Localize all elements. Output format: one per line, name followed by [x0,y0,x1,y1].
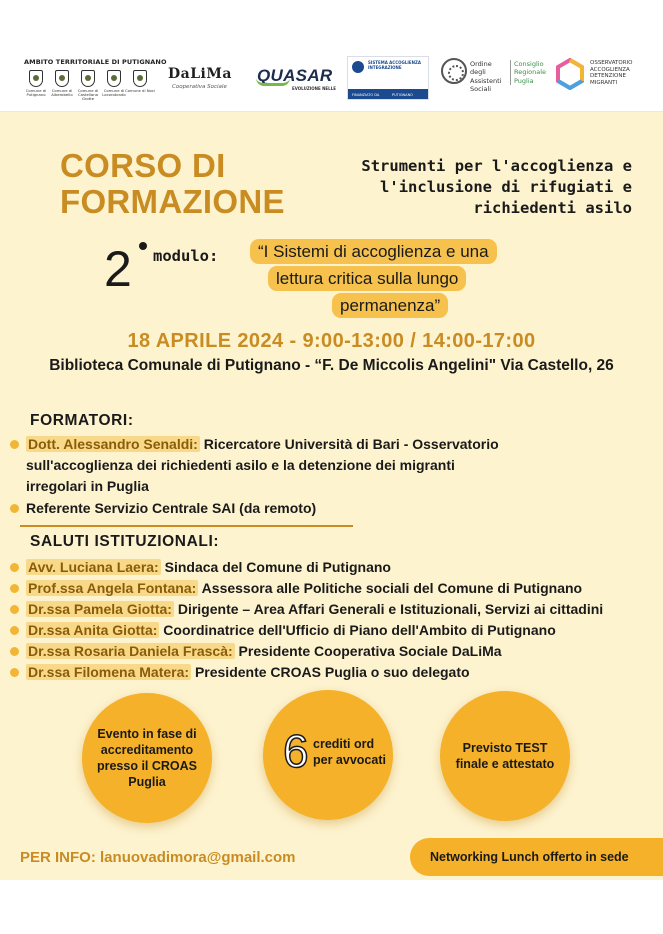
bullet-icon [10,584,19,593]
info-line [20,849,296,866]
crest-icon [133,70,147,87]
comune-label: Comune di Castellana Grotte [77,88,99,102]
formatori-heading: FORMATORI: [30,412,134,429]
event-place: Biblioteca Comunale di Putignano - “F. De Miccolis Angelini" Via Castello, 26 [49,357,614,374]
speaker-role: Sindaca del Comune di Putignano [160,559,391,575]
speaker-name: Dr.ssa Anita Giotta: [28,622,158,638]
speaker-role: Dirigente – Area Affari Generali e Istituzionali, Servizi ai cittadini [173,601,604,617]
module-title [250,239,564,319]
event-date: 18 APRILE 2024 - 9:00-13:00 / 14:00-17:00 [127,330,536,352]
subtitle-line: l'inclusione di rifugiati e [380,178,632,196]
email-link[interactable]: lanuovadimora@gmail.com [100,849,296,866]
crest-icon [81,70,95,87]
logo-header [0,0,663,112]
speaker-role: irregolari in Puglia [26,478,149,494]
module-number: 2 [104,241,132,297]
module-title-line: “I Sistemi di accoglienza e una [250,239,497,264]
oas-ring-icon [441,58,467,84]
osservatorio-text: OSSERVATORIO ACCOGLIENZA DETENZIONE MIGRANTI [590,60,633,86]
bullet-icon [10,668,19,677]
bottom-band [0,880,663,934]
list-item [10,498,650,519]
credits-line: per avvocati [313,753,386,767]
speaker-name: Dr.ssa Pamela Giotta: [28,601,172,617]
saluti-heading: SALUTI ISTITUZIONALI: [30,533,220,550]
speaker-role: Referente Servizio Centrale SAI (da remoto) [26,500,317,516]
list-item [10,620,650,641]
sai-text: SISTEMA ACCOGLIENZA INTEGRAZIONE [368,60,421,70]
comune-label: Comune di Alberobello [51,88,73,98]
list-item [10,578,650,599]
speaker-name: Dott. Alessandro Senaldi: [28,436,198,452]
quasar-logo: QUASAR [257,66,333,85]
course-subtitle [262,156,632,219]
credits-number: 6 [283,725,309,777]
croas-text: Consiglio Regionale Puglia [510,60,546,85]
speaker-role: Coordinatrice dell'Ufficio di Piano dell'Ambito di Putignano [159,622,556,638]
course-title [60,148,285,220]
crest-icon [29,70,43,87]
course-title-line: FORMAZIONE [60,183,285,220]
sai-logo [347,56,429,100]
comune-label: Comune di Locorotondo [102,88,126,98]
bullet-icon [10,504,19,513]
lunch-badge: Networking Lunch offerto in sede [410,838,663,876]
crest-icon [107,70,121,87]
speaker-name: Dr.ssa Rosaria Daniela Frascà: [28,643,233,659]
speaker-name: Prof.ssa Angela Fontana: [28,580,197,596]
test-text: Previsto TEST finale e attestato [455,741,555,771]
oas-text: Ordine degli Assistenti Sociali [470,60,502,94]
sai-circle-icon [352,61,364,73]
speaker-name: Avv. Luciana Laera: [28,559,159,575]
bullet-icon [10,626,19,635]
list-item [10,557,650,578]
dalima-subtitle: Cooperativa Sociale [172,84,227,90]
divider [20,525,353,527]
bullet-icon [10,605,19,614]
test-circle [440,691,570,821]
credits-line: crediti ord [313,737,375,751]
credits-circle [263,690,393,820]
bullet-icon [10,440,19,449]
credits-text [313,736,386,768]
info-label: PER INFO: [20,849,96,866]
subtitle-line: richiedenti asilo [473,199,632,217]
list-item [10,599,650,620]
speaker-role: Presidente Cooperativa Sociale DaLiMa [234,643,502,659]
list-item [10,434,650,497]
speaker-role: Ricercatore Università di Bari - Osservatorio [199,436,499,452]
accreditamento-text: Evento in fase di accreditamento presso il CROAS Puglia [96,727,198,789]
ambito-title: AMBITO TERRITORIALE DI PUTIGNANO [24,58,167,66]
list-item [10,641,650,662]
list-item [10,662,650,683]
speaker-role: sull'accoglienza dei richiedenti asilo e la detenzione dei migranti [26,457,455,473]
sai-bar-right: PUTIGNANO [392,93,413,97]
subtitle-line: Strumenti per l'accoglienza e [361,157,632,175]
crest-icon [55,70,69,87]
speaker-role: Presidente CROAS Puglia o suo delegato [191,664,470,680]
module-title-line: permanenza” [332,293,448,318]
module-label: modulo: [153,247,219,265]
sai-bar-left: FINANZIATO DA [352,93,380,97]
degree-dot-icon [139,242,147,250]
speaker-role: Assessora alle Politiche sociali del Comune di Putignano [198,580,583,596]
accreditamento-circle [82,693,212,823]
dalima-logo: DaLiMa [168,66,232,82]
comune-label: Comune di Noci [125,88,156,93]
bullet-icon [10,647,19,656]
quasar-swoosh-icon [256,78,290,86]
course-title-line: CORSO DI [60,147,226,184]
module-title-line: lettura critica sulla lungo [268,266,466,291]
bullet-icon [10,563,19,572]
quasar-subtitle: EVOLUZIONE NELLE [292,86,336,91]
speaker-name: Dr.ssa Filomena Matera: [28,664,190,680]
hexagon-logo-icon [554,58,586,90]
comune-label: Comune di Putignano [25,88,47,98]
